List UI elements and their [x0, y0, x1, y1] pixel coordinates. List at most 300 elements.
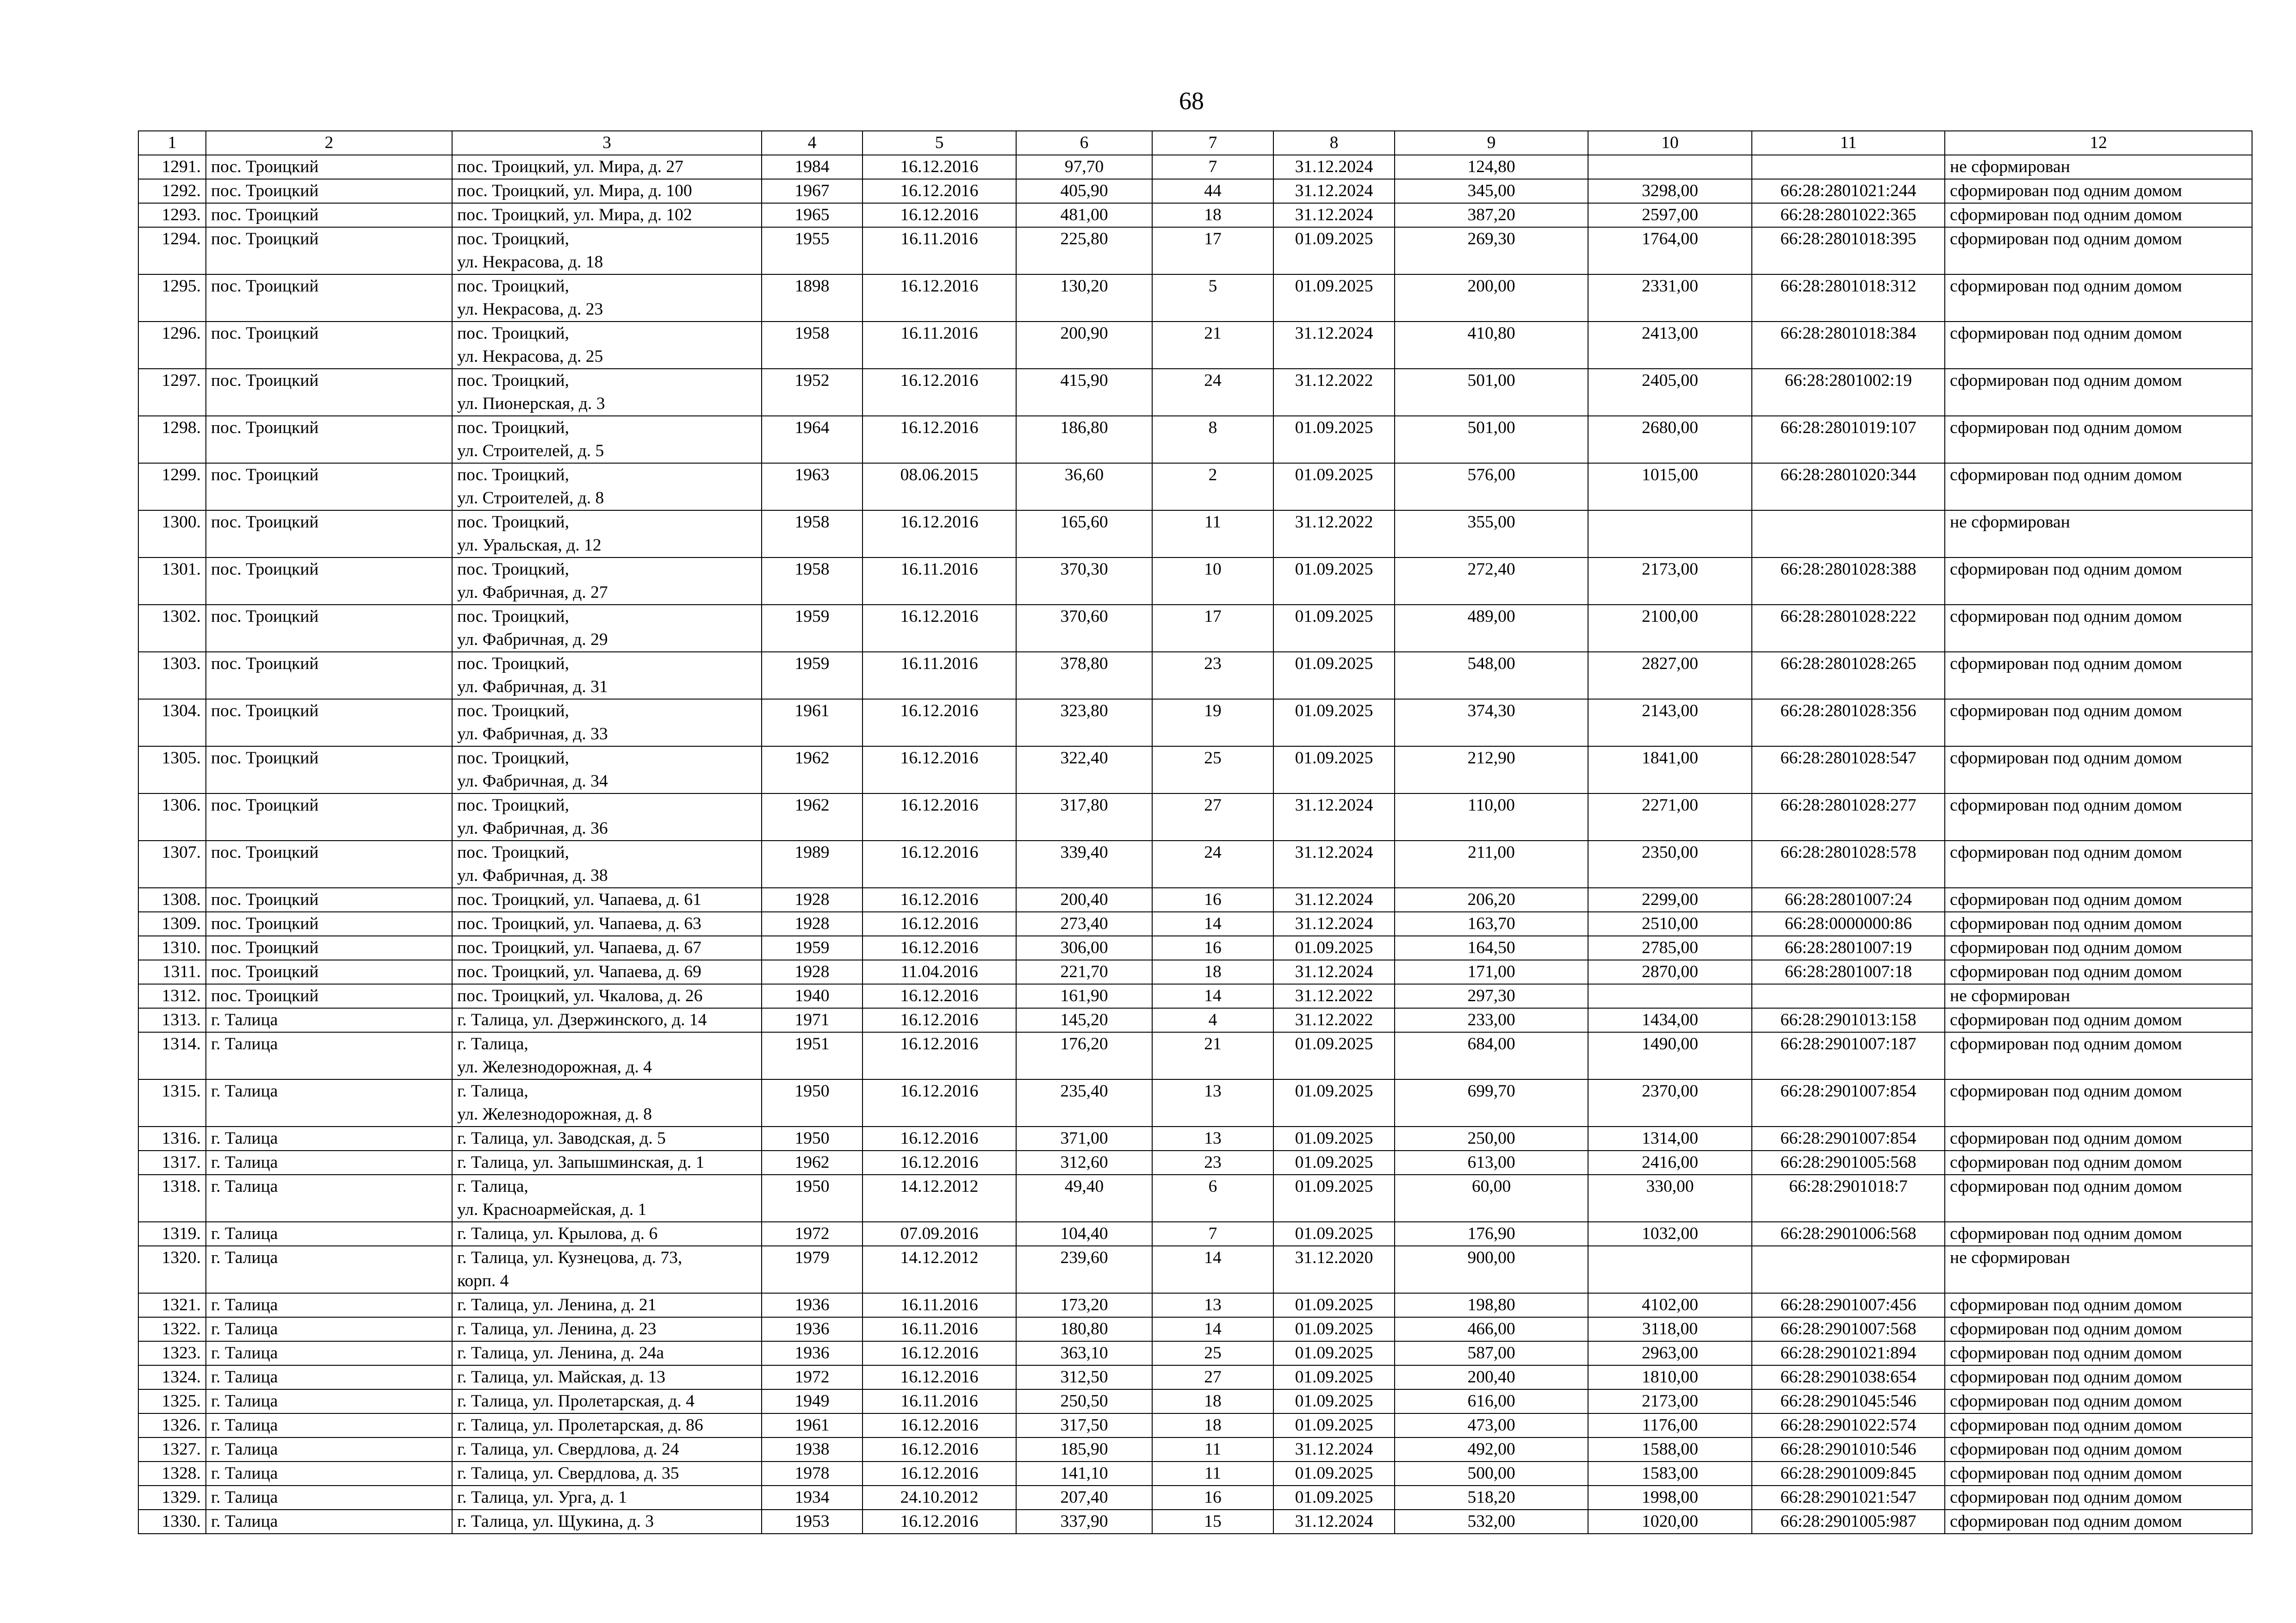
- table-row: [138, 179, 2252, 203]
- table-row: [138, 369, 2252, 416]
- deadline-cell: 31.12.2024: [1273, 888, 1395, 912]
- date-cell: 16.12.2016: [863, 1079, 1016, 1127]
- land-status-cell: сформирован под одним домом: [1945, 179, 2252, 203]
- cadastral-number-cell: 66:28:2901021:894: [1752, 1341, 1945, 1365]
- table-row: [138, 1008, 2252, 1032]
- land-status-cell: сформирован под одним домом: [1945, 888, 2252, 912]
- deadline-cell: 31.12.2024: [1273, 155, 1395, 179]
- residents-cell: 10: [1152, 558, 1273, 605]
- land-area-cell: 2370,00: [1588, 1079, 1752, 1127]
- area-cell: 165,60: [1016, 510, 1152, 558]
- year-built-cell: 1928: [762, 888, 863, 912]
- address-cell: [452, 960, 762, 984]
- row-number: 1329.: [138, 1486, 206, 1510]
- address-line: пос. Троицкий, ул. Чкалова, д. 26: [457, 986, 703, 1005]
- address-line: ул. Фабричная, д. 29: [457, 630, 608, 649]
- area-cell: 186,80: [1016, 416, 1152, 463]
- land-area-cell: 3298,00: [1588, 179, 1752, 203]
- row-number: 1291.: [138, 155, 206, 179]
- deadline-cell: 01.09.2025: [1273, 652, 1395, 699]
- column-header: 5: [863, 131, 1016, 155]
- land-area-cell: 1588,00: [1588, 1437, 1752, 1462]
- address-line: ул. Некрасова, д. 23: [457, 300, 603, 319]
- row-number: 1314.: [138, 1032, 206, 1079]
- locality-cell: г. Талица: [206, 1341, 452, 1365]
- locality-cell: пос. Троицкий: [206, 936, 452, 960]
- area-cell: 130,20: [1016, 274, 1152, 322]
- residents-cell: 13: [1152, 1079, 1273, 1127]
- residents-cell: 11: [1152, 510, 1273, 558]
- date-cell: 16.12.2016: [863, 1437, 1016, 1462]
- year-built-cell: 1958: [762, 322, 863, 369]
- residents-cell: 7: [1152, 155, 1273, 179]
- deadline-cell: 01.09.2025: [1273, 746, 1395, 793]
- date-cell: 16.12.2016: [863, 1510, 1016, 1534]
- row-number: 1294.: [138, 227, 206, 274]
- deadline-cell: 31.12.2024: [1273, 793, 1395, 841]
- cost-cell: 387,20: [1395, 203, 1588, 227]
- residents-cell: 14: [1152, 1317, 1273, 1341]
- table-row: [138, 1462, 2252, 1486]
- row-number: 1311.: [138, 960, 206, 984]
- land-area-cell: 1583,00: [1588, 1462, 1752, 1486]
- locality-cell: пос. Троицкий: [206, 203, 452, 227]
- cost-cell: 548,00: [1395, 652, 1588, 699]
- land-status-cell: сформирован под одним домом: [1945, 1222, 2252, 1246]
- land-status-cell: сформирован под одним домом: [1945, 227, 2252, 274]
- address-cell: [452, 793, 762, 841]
- residents-cell: 4: [1152, 1008, 1273, 1032]
- locality-cell: пос. Троицкий: [206, 155, 452, 179]
- residents-cell: 16: [1152, 888, 1273, 912]
- cost-cell: 355,00: [1395, 510, 1588, 558]
- land-status-cell: сформирован под одним домом: [1945, 1341, 2252, 1365]
- cadastral-number-cell: 66:28:2801018:395: [1752, 227, 1945, 274]
- row-number: 1323.: [138, 1341, 206, 1365]
- table-row: [138, 558, 2252, 605]
- address-cell: [452, 841, 762, 888]
- year-built-cell: 1962: [762, 746, 863, 793]
- locality-cell: г. Талица: [206, 1008, 452, 1032]
- land-area-cell: [1588, 155, 1752, 179]
- area-cell: 312,50: [1016, 1365, 1152, 1389]
- land-status-cell: сформирован под одним домом: [1945, 1413, 2252, 1437]
- address-line: г. Талица, ул. Заводская, д. 5: [457, 1129, 666, 1148]
- locality-cell: пос. Троицкий: [206, 841, 452, 888]
- housing-registry-table: [138, 130, 2253, 1534]
- year-built-cell: 1984: [762, 155, 863, 179]
- table-row: [138, 793, 2252, 841]
- area-cell: 306,00: [1016, 936, 1152, 960]
- date-cell: 16.12.2016: [863, 274, 1016, 322]
- cadastral-number-cell: 66:28:2801028:547: [1752, 746, 1945, 793]
- year-built-cell: 1978: [762, 1462, 863, 1486]
- land-status-cell: сформирован под одним домом: [1945, 1032, 2252, 1079]
- column-header: 9: [1395, 131, 1588, 155]
- residents-cell: 15: [1152, 1510, 1273, 1534]
- year-built-cell: 1936: [762, 1293, 863, 1317]
- area-cell: 97,70: [1016, 155, 1152, 179]
- residents-cell: 23: [1152, 652, 1273, 699]
- land-status-cell: сформирован под одним домом: [1945, 1008, 2252, 1032]
- date-cell: 16.12.2016: [863, 888, 1016, 912]
- address-cell: [452, 510, 762, 558]
- area-cell: 141,10: [1016, 1462, 1152, 1486]
- year-built-cell: 1936: [762, 1341, 863, 1365]
- cost-cell: 699,70: [1395, 1079, 1588, 1127]
- date-cell: 16.11.2016: [863, 1293, 1016, 1317]
- table-row: [138, 652, 2252, 699]
- cost-cell: 200,00: [1395, 274, 1588, 322]
- land-area-cell: 330,00: [1588, 1175, 1752, 1222]
- cost-cell: 518,20: [1395, 1486, 1588, 1510]
- year-built-cell: 1961: [762, 699, 863, 746]
- deadline-cell: 01.09.2025: [1273, 605, 1395, 652]
- residents-cell: 19: [1152, 699, 1273, 746]
- cadastral-number-cell: 66:28:2901007:456: [1752, 1293, 1945, 1317]
- residents-cell: 18: [1152, 203, 1273, 227]
- land-area-cell: [1588, 510, 1752, 558]
- land-area-cell: 2870,00: [1588, 960, 1752, 984]
- cost-cell: 576,00: [1395, 463, 1588, 510]
- row-number: 1322.: [138, 1317, 206, 1341]
- year-built-cell: 1959: [762, 936, 863, 960]
- column-header: 4: [762, 131, 863, 155]
- address-line: пос. Троицкий,: [457, 277, 569, 296]
- deadline-cell: 31.12.2024: [1273, 1510, 1395, 1534]
- year-built-cell: 1951: [762, 1032, 863, 1079]
- land-status-cell: сформирован под одним домом: [1945, 936, 2252, 960]
- year-built-cell: 1950: [762, 1175, 863, 1222]
- residents-cell: 24: [1152, 841, 1273, 888]
- address-cell: [452, 1510, 762, 1534]
- deadline-cell: 31.12.2020: [1273, 1246, 1395, 1293]
- area-cell: 104,40: [1016, 1222, 1152, 1246]
- address-cell: [452, 605, 762, 652]
- cost-cell: 233,00: [1395, 1008, 1588, 1032]
- table-row: [138, 1413, 2252, 1437]
- row-number: 1295.: [138, 274, 206, 322]
- cadastral-number-cell: 66:28:2901038:654: [1752, 1365, 1945, 1389]
- cadastral-number-cell: 66:28:2801028:578: [1752, 841, 1945, 888]
- land-status-cell: сформирован под одним домом: [1945, 1462, 2252, 1486]
- page-number: 68: [1179, 87, 1204, 115]
- date-cell: 16.12.2016: [863, 605, 1016, 652]
- locality-cell: г. Талица: [206, 1079, 452, 1127]
- date-cell: 16.12.2016: [863, 746, 1016, 793]
- area-cell: 273,40: [1016, 912, 1152, 936]
- locality-cell: пос. Троицкий: [206, 888, 452, 912]
- residents-cell: 17: [1152, 227, 1273, 274]
- address-line: пос. Троицкий,: [457, 465, 569, 484]
- row-number: 1292.: [138, 179, 206, 203]
- date-cell: 16.12.2016: [863, 984, 1016, 1008]
- cost-cell: 410,80: [1395, 322, 1588, 369]
- land-area-cell: 2827,00: [1588, 652, 1752, 699]
- address-cell: [452, 1462, 762, 1486]
- address-line: ул. Фабричная, д. 34: [457, 772, 608, 791]
- date-cell: 16.12.2016: [863, 416, 1016, 463]
- address-cell: [452, 1486, 762, 1510]
- cadastral-number-cell: 66:28:2801018:312: [1752, 274, 1945, 322]
- deadline-cell: 31.12.2024: [1273, 841, 1395, 888]
- area-cell: 317,80: [1016, 793, 1152, 841]
- cadastral-number-cell: 66:28:2801020:344: [1752, 463, 1945, 510]
- cost-cell: 212,90: [1395, 746, 1588, 793]
- area-cell: 371,00: [1016, 1127, 1152, 1151]
- land-status-cell: сформирован под одним домом: [1945, 841, 2252, 888]
- address-line: г. Талица, ул. Пролетарская, д. 86: [457, 1416, 703, 1435]
- residents-cell: 7: [1152, 1222, 1273, 1246]
- column-header: 2: [206, 131, 452, 155]
- date-cell: 16.12.2016: [863, 1151, 1016, 1175]
- address-line: пос. Троицкий,: [457, 513, 569, 532]
- residents-cell: 8: [1152, 416, 1273, 463]
- row-number: 1303.: [138, 652, 206, 699]
- residents-cell: 23: [1152, 1151, 1273, 1175]
- year-built-cell: 1959: [762, 652, 863, 699]
- cadastral-number-cell: 66:28:2901010:546: [1752, 1437, 1945, 1462]
- cadastral-number-cell: 66:28:2801007:19: [1752, 936, 1945, 960]
- table-row: [138, 1510, 2252, 1534]
- address-line: пос. Троицкий,: [457, 796, 569, 815]
- date-cell: 16.12.2016: [863, 1032, 1016, 1079]
- column-header: 8: [1273, 131, 1395, 155]
- land-area-cell: [1588, 984, 1752, 1008]
- residents-cell: 2: [1152, 463, 1273, 510]
- land-status-cell: сформирован под одним домом: [1945, 1317, 2252, 1341]
- row-number: 1305.: [138, 746, 206, 793]
- area-cell: 317,50: [1016, 1413, 1152, 1437]
- residents-cell: 14: [1152, 1246, 1273, 1293]
- address-line: ул. Строителей, д. 8: [457, 489, 604, 508]
- cadastral-number-cell: 66:28:2801028:277: [1752, 793, 1945, 841]
- year-built-cell: 1955: [762, 227, 863, 274]
- date-cell: 16.12.2016: [863, 1127, 1016, 1151]
- table-row: [138, 841, 2252, 888]
- year-built-cell: 1936: [762, 1317, 863, 1341]
- row-number: 1296.: [138, 322, 206, 369]
- residents-cell: 16: [1152, 936, 1273, 960]
- area-cell: 235,40: [1016, 1079, 1152, 1127]
- address-cell: [452, 227, 762, 274]
- date-cell: 16.11.2016: [863, 652, 1016, 699]
- land-area-cell: 2350,00: [1588, 841, 1752, 888]
- land-area-cell: 2143,00: [1588, 699, 1752, 746]
- cost-cell: 198,80: [1395, 1293, 1588, 1317]
- deadline-cell: 31.12.2022: [1273, 510, 1395, 558]
- address-cell: [452, 1341, 762, 1365]
- cost-cell: 489,00: [1395, 605, 1588, 652]
- land-status-cell: сформирован под одним домом: [1945, 960, 2252, 984]
- land-area-cell: 1998,00: [1588, 1486, 1752, 1510]
- year-built-cell: 1967: [762, 179, 863, 203]
- address-line: г. Талица, ул. Урга, д. 1: [457, 1488, 627, 1507]
- deadline-cell: 31.12.2024: [1273, 912, 1395, 936]
- locality-cell: пос. Троицкий: [206, 793, 452, 841]
- residents-cell: 25: [1152, 1341, 1273, 1365]
- cadastral-number-cell: 66:28:0000000:86: [1752, 912, 1945, 936]
- cost-cell: 466,00: [1395, 1317, 1588, 1341]
- column-header: 1: [138, 131, 206, 155]
- row-number: 1301.: [138, 558, 206, 605]
- cadastral-number-cell: 66:28:2801022:365: [1752, 203, 1945, 227]
- address-cell: [452, 416, 762, 463]
- area-cell: 415,90: [1016, 369, 1152, 416]
- table-row: [138, 510, 2252, 558]
- deadline-cell: 01.09.2025: [1273, 1413, 1395, 1437]
- cadastral-number-cell: 66:28:2901007:568: [1752, 1317, 1945, 1341]
- cost-cell: 297,30: [1395, 984, 1588, 1008]
- cost-cell: 613,00: [1395, 1151, 1588, 1175]
- land-area-cell: 1434,00: [1588, 1008, 1752, 1032]
- address-line: пос. Троицкий,: [457, 843, 569, 862]
- address-line: ул. Фабричная, д. 27: [457, 583, 608, 602]
- deadline-cell: 01.09.2025: [1273, 558, 1395, 605]
- address-cell: [452, 1246, 762, 1293]
- locality-cell: г. Талица: [206, 1413, 452, 1437]
- address-line: пос. Троицкий,: [457, 229, 569, 248]
- locality-cell: г. Талица: [206, 1032, 452, 1079]
- area-cell: 180,80: [1016, 1317, 1152, 1341]
- cost-cell: 272,40: [1395, 558, 1588, 605]
- locality-cell: г. Талица: [206, 1462, 452, 1486]
- land-status-cell: сформирован под одним домом: [1945, 1079, 2252, 1127]
- address-cell: [452, 1151, 762, 1175]
- date-cell: 16.11.2016: [863, 1389, 1016, 1413]
- land-area-cell: 2597,00: [1588, 203, 1752, 227]
- address-cell: [452, 179, 762, 203]
- cost-cell: 473,00: [1395, 1413, 1588, 1437]
- address-line: г. Талица, ул. Ленина, д. 23: [457, 1319, 657, 1338]
- deadline-cell: 01.09.2025: [1273, 1389, 1395, 1413]
- residents-cell: 21: [1152, 1032, 1273, 1079]
- date-cell: 16.12.2016: [863, 1462, 1016, 1486]
- address-cell: [452, 1317, 762, 1341]
- residents-cell: 44: [1152, 179, 1273, 203]
- land-area-cell: 2963,00: [1588, 1341, 1752, 1365]
- address-line: г. Талица, ул. Ленина, д. 24а: [457, 1344, 664, 1363]
- address-line: пос. Троицкий, ул. Чапаева, д. 67: [457, 938, 701, 957]
- area-cell: 337,90: [1016, 1510, 1152, 1534]
- locality-cell: пос. Троицкий: [206, 699, 452, 746]
- row-number: 1302.: [138, 605, 206, 652]
- table-row: [138, 1079, 2252, 1127]
- land-status-cell: сформирован под одним домом: [1945, 1293, 2252, 1317]
- cadastral-number-cell: 66:28:2901007:187: [1752, 1032, 1945, 1079]
- land-area-cell: 2680,00: [1588, 416, 1752, 463]
- year-built-cell: 1938: [762, 1437, 863, 1462]
- row-number: 1325.: [138, 1389, 206, 1413]
- residents-cell: 13: [1152, 1127, 1273, 1151]
- residents-cell: 21: [1152, 322, 1273, 369]
- deadline-cell: 01.09.2025: [1273, 1486, 1395, 1510]
- cost-cell: 206,20: [1395, 888, 1588, 912]
- table-row: [138, 1317, 2252, 1341]
- year-built-cell: 1963: [762, 463, 863, 510]
- cadastral-number-cell: 66:28:2901006:568: [1752, 1222, 1945, 1246]
- row-number: 1306.: [138, 793, 206, 841]
- land-status-cell: сформирован под одним домом: [1945, 203, 2252, 227]
- land-status-cell: не сформирован: [1945, 510, 2252, 558]
- year-built-cell: 1950: [762, 1079, 863, 1127]
- land-area-cell: 2510,00: [1588, 912, 1752, 936]
- year-built-cell: 1928: [762, 912, 863, 936]
- row-number: 1293.: [138, 203, 206, 227]
- cost-cell: 171,00: [1395, 960, 1588, 984]
- address-cell: [452, 1222, 762, 1246]
- cost-cell: 176,90: [1395, 1222, 1588, 1246]
- year-built-cell: 1940: [762, 984, 863, 1008]
- cadastral-number-cell: [1752, 155, 1945, 179]
- cadastral-number-cell: [1752, 510, 1945, 558]
- date-cell: 16.11.2016: [863, 227, 1016, 274]
- area-cell: 239,60: [1016, 1246, 1152, 1293]
- address-line: г. Талица, ул. Пролетарская, д. 4: [457, 1392, 695, 1411]
- locality-cell: пос. Троицкий: [206, 274, 452, 322]
- land-status-cell: сформирован под одним домом: [1945, 1437, 2252, 1462]
- table-row: [138, 984, 2252, 1008]
- table-row: [138, 1437, 2252, 1462]
- date-cell: 16.12.2016: [863, 793, 1016, 841]
- year-built-cell: 1972: [762, 1222, 863, 1246]
- area-cell: 173,20: [1016, 1293, 1152, 1317]
- land-area-cell: 2785,00: [1588, 936, 1752, 960]
- cost-cell: 345,00: [1395, 179, 1588, 203]
- cadastral-number-cell: 66:28:2801028:265: [1752, 652, 1945, 699]
- area-cell: 370,60: [1016, 605, 1152, 652]
- address-cell: [452, 1175, 762, 1222]
- area-cell: 225,80: [1016, 227, 1152, 274]
- row-number: 1318.: [138, 1175, 206, 1222]
- address-line: г. Талица, ул. Ленина, д. 21: [457, 1295, 657, 1314]
- address-cell: [452, 746, 762, 793]
- address-line: пос. Троицкий,: [457, 701, 569, 720]
- address-line: корп. 4: [457, 1271, 509, 1290]
- row-number: 1309.: [138, 912, 206, 936]
- address-line: г. Талица, ул. Свердлова, д. 35: [457, 1464, 679, 1483]
- cost-cell: 164,50: [1395, 936, 1588, 960]
- address-line: г. Талица, ул. Крылова, д. 6: [457, 1224, 658, 1243]
- land-status-cell: сформирован под одним домом: [1945, 699, 2252, 746]
- year-built-cell: 1953: [762, 1510, 863, 1534]
- date-cell: 16.12.2016: [863, 1413, 1016, 1437]
- deadline-cell: 31.12.2024: [1273, 960, 1395, 984]
- date-cell: 14.12.2012: [863, 1246, 1016, 1293]
- address-line: г. Талица, ул. Дзержинского, д. 14: [457, 1010, 707, 1029]
- address-cell: [452, 936, 762, 960]
- deadline-cell: 01.09.2025: [1273, 1151, 1395, 1175]
- address-cell: [452, 1293, 762, 1317]
- address-cell: [452, 912, 762, 936]
- area-cell: 250,50: [1016, 1389, 1152, 1413]
- cadastral-number-cell: 66:28:2801021:244: [1752, 179, 1945, 203]
- locality-cell: пос. Троицкий: [206, 558, 452, 605]
- locality-cell: г. Талица: [206, 1389, 452, 1413]
- land-area-cell: 2416,00: [1588, 1151, 1752, 1175]
- address-line: пос. Троицкий,: [457, 749, 569, 768]
- deadline-cell: 01.09.2025: [1273, 274, 1395, 322]
- address-line: ул. Железнодорожная, д. 8: [457, 1105, 652, 1124]
- deadline-cell: 31.12.2024: [1273, 179, 1395, 203]
- address-cell: [452, 1008, 762, 1032]
- row-number: 1312.: [138, 984, 206, 1008]
- address-cell: [452, 322, 762, 369]
- row-number: 1307.: [138, 841, 206, 888]
- column-header: 3: [452, 131, 762, 155]
- cadastral-number-cell: 66:28:2901007:854: [1752, 1127, 1945, 1151]
- locality-cell: г. Талица: [206, 1510, 452, 1534]
